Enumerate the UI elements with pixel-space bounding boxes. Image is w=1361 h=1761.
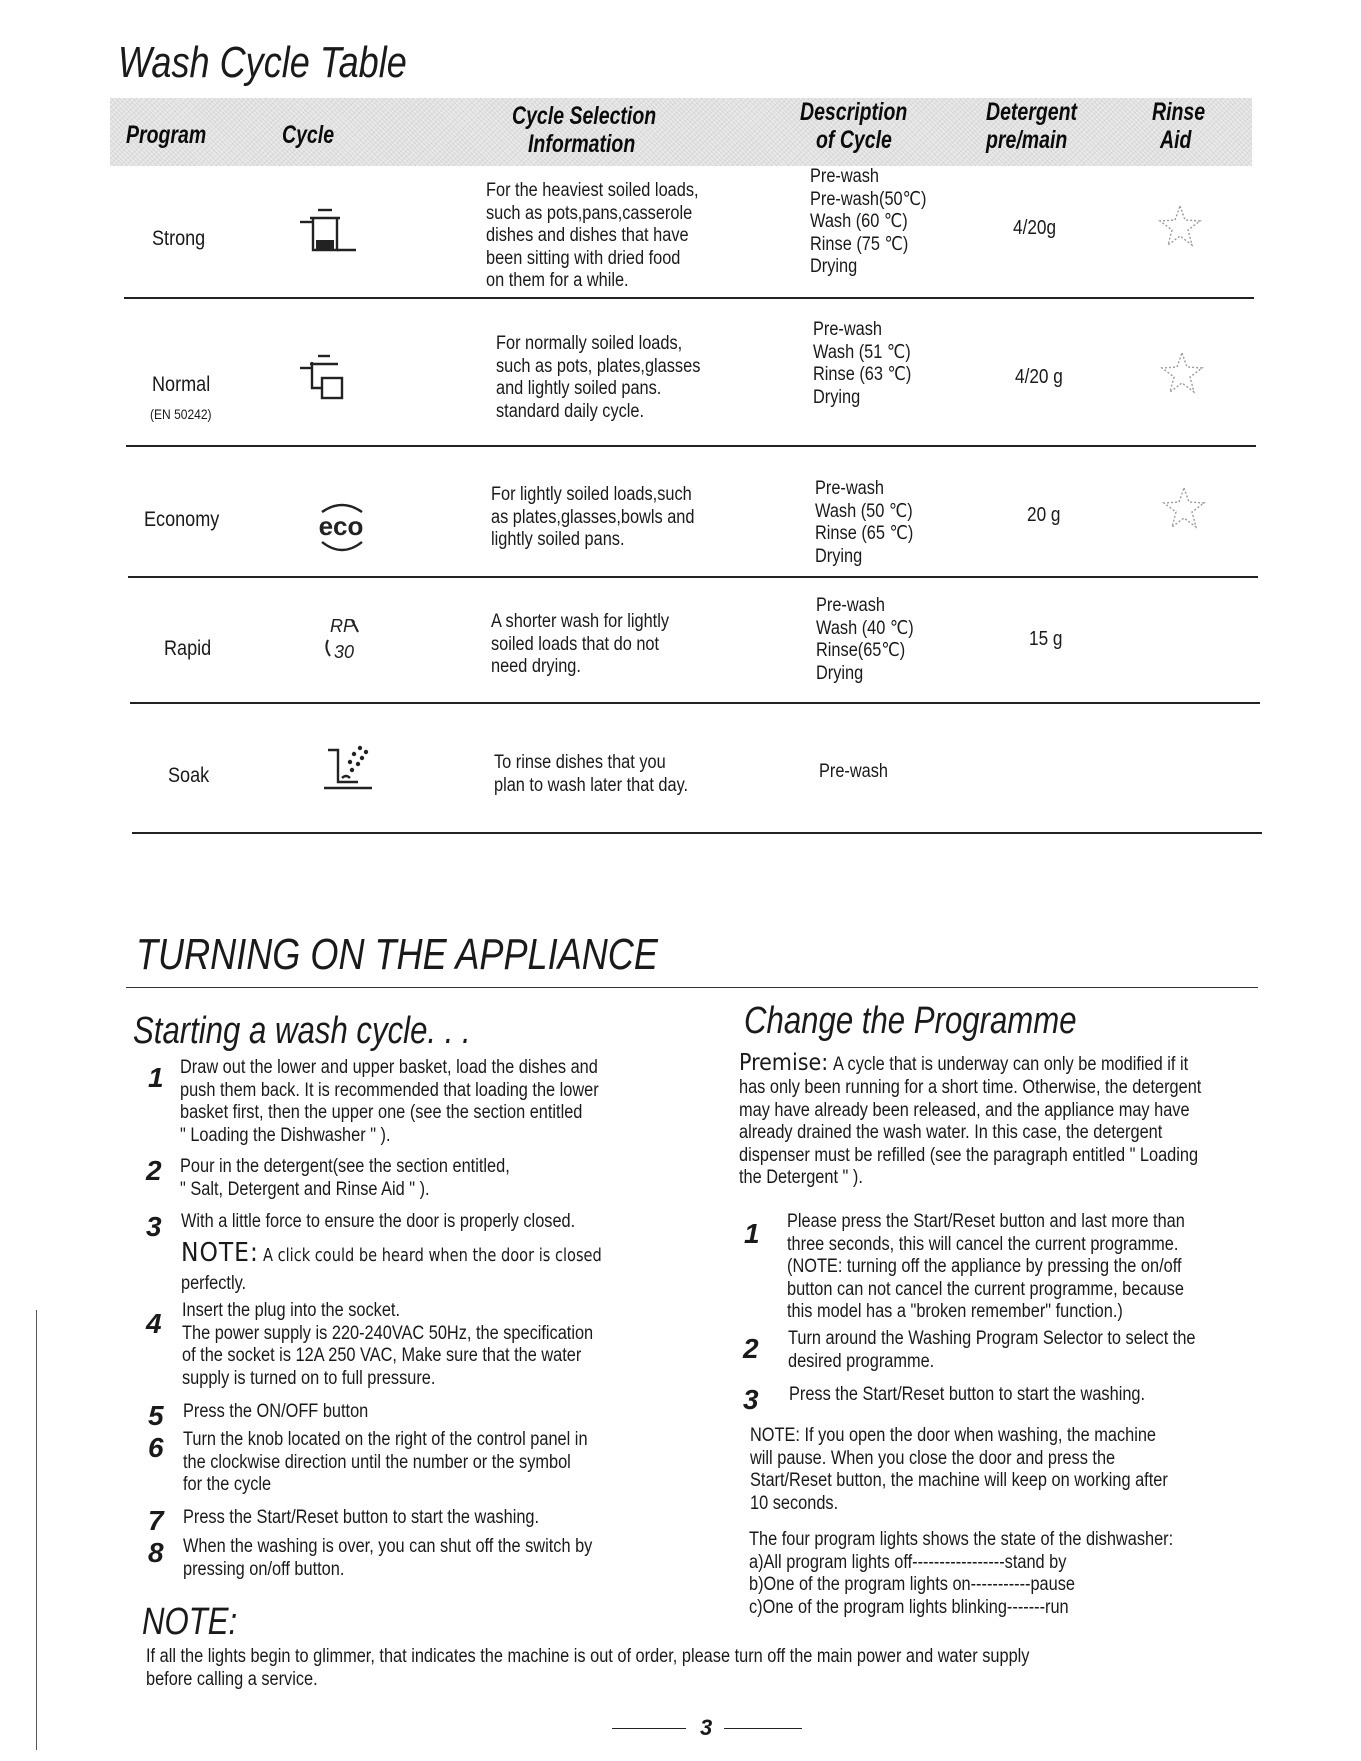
row-normal-standard: (EN 50242) [150,406,212,422]
step-number: 3 [146,1211,162,1242]
right-step-1: Please press the Start/Reset button and last more than three seconds, this will cancel the current programme. (NOTE: turning off the appliance by pressing the on/off button can not cancel the current programme, because this model has a "broken remember" function.) [787,1211,1185,1322]
soak-icon [324,744,384,794]
step-number: 6 [148,1432,164,1463]
rapid-icon [322,612,378,668]
row-divider [124,297,1254,299]
header-description-2: of Cycle [816,126,892,154]
row-rapid-detergent: 15 g [1029,628,1063,650]
left-step-3: With a little force to ensure the door is properly closed. [181,1211,576,1232]
header-cycle: Cycle [282,121,335,149]
premise-first-line: A cycle that is underway can only be modified if it [832,1054,1188,1075]
footer-rule-left [612,1728,686,1729]
step-number: 4 [146,1308,162,1339]
header-program: Program [126,121,207,149]
left-step-2: Pour in the detergent(see the section entitled, " Salt, Detergent and Rinse Aid " ). [180,1156,510,1200]
row-strong-program: Strong [152,227,206,250]
header-rinse-1: Rinse [1152,98,1206,126]
step-number: 3 [743,1384,759,1415]
header-description-1: Description [800,98,908,126]
row-economy-program: Economy [144,508,220,531]
star-icon [1162,353,1202,393]
step-number: 1 [148,1062,164,1093]
header-cycle-info-1: Cycle Selection [512,102,657,130]
step-number: 2 [146,1155,162,1186]
row-normal-detergent: 4/20 g [1015,366,1063,388]
note-heading: NOTE: [142,1601,238,1643]
rapid-icon-label-1: RP [330,616,356,636]
left-step-8: When the washing is over, you can shut off the switch by pressing on/off button. [183,1536,593,1580]
left-heading: Starting a wash cycle. . . [133,1010,471,1052]
left-step-3-note [181,1238,640,1268]
header-rinse-2: Aid [1160,126,1192,154]
premise-label: Premise: [739,1050,829,1076]
left-step-1: Draw out the lower and upper basket, load the dishes and push them back. It is recommended that loading the lower basket first, then the upper one (see the section entitled " Loading the Dishwasher " ). [180,1057,599,1146]
row-strong-detergent: 4/20g [1013,217,1057,239]
row-divider [130,702,1260,704]
note-body: If all the lights begin to glimmer, that indicates the machine is out of order, please turn off the main power and water supply before calling a service. [146,1646,1030,1690]
left-step-5: Press the ON/OFF button [183,1401,369,1422]
rapid-icon-label-2: 30 [334,642,355,662]
star-icon [1160,206,1200,246]
premise-line [739,1050,1246,1076]
row-normal-program: Normal [152,373,211,396]
row-soak-description: Pre-wash [819,761,889,782]
section-title: TURNING ON THE APPLIANCE [136,930,658,979]
left-step-6: Turn the knob located on the right of the control panel in the clockwise direction until the number or the symbol for the cycle [183,1429,588,1495]
step-number: 8 [148,1537,164,1568]
eco-icon [316,500,376,556]
footer-rule-right [724,1728,802,1729]
left-step-4: Insert the plug into the socket. The power supply is 220-240VAC 50Hz, the specification of the socket is 12A 250 VAC, Make sure that the water supply is turned on to full pressure. [182,1300,594,1389]
program-lights-info: The four program lights shows the state of the dishwasher: a)All program lights off-----------------stand by b)One of the program lights on-----------pause c)One of the program lights blinking-------run [749,1529,1174,1618]
header-cycle-info-2: Information [528,130,636,158]
premise-text: has only been running for a short time. Otherwise, the detergent may have already been released, and the appliance may have already drained the wash water. In this case, the detergent dispenser must be refilled (see the paragraph entitled " Loading the Detergent " ). [739,1077,1202,1188]
row-divider [132,832,1262,834]
section-underline [126,987,1258,988]
header-detergent-1: Detergent [986,98,1078,126]
note-label: NOTE: [181,1238,259,1268]
eco-icon-label: eco [318,511,364,541]
row-strong-description: Pre-wash Pre-wash(50℃) Wash (60 ℃) Rinse (75 ℃) Drying [810,166,927,277]
pot-outline-icon [300,352,380,412]
pot-icon [300,206,380,270]
row-rapid-program: Rapid [164,637,212,660]
right-heading: Change the Programme [744,1000,1077,1042]
row-economy-detergent: 20 g [1027,504,1061,526]
page-number: 3 [700,1715,713,1740]
right-step-3: Press the Start/Reset button to start the washing. [789,1384,1146,1405]
right-step-2: Turn around the Washing Program Selector to select the desired programme. [788,1328,1196,1372]
page-title: Wash Cycle Table [118,38,407,87]
row-soak-program: Soak [168,764,210,787]
left-step-3-note-cont: perfectly. [181,1273,247,1294]
row-economy-info: For lightly soiled loads,such as plates,glasses,bowls and lightly soiled pans. [491,484,695,550]
row-divider [126,445,1256,447]
row-normal-info: For normally soiled loads, such as pots, plates,glasses and lightly soiled pans. standard daily cycle. [496,333,701,422]
note-text: A click could be heard when the door is closed [263,1245,603,1266]
row-rapid-description: Pre-wash Wash (40 ℃) Rinse(65℃) Drying [816,595,914,684]
step-number: 7 [148,1505,164,1536]
step-number: 5 [148,1400,164,1431]
row-rapid-info: A shorter wash for lightly soiled loads that do not need drying. [491,611,670,677]
row-strong-info: For the heaviest soiled loads, such as pots,pans,casserole dishes and dishes that have been sitting with dried food on them for a while. [486,180,699,291]
star-icon [1164,488,1204,528]
step-number: 1 [744,1218,760,1249]
left-step-7: Press the Start/Reset button to start the washing. [183,1507,540,1528]
row-economy-description: Pre-wash Wash (50 ℃) Rinse (65 ℃) Drying [815,478,914,567]
step-number: 2 [743,1333,759,1364]
row-divider [128,576,1258,578]
right-note: NOTE: If you open the door when washing, the machine will pause. When you close the door and press the Start/Reset button, the machine will keep on working after 10 seconds. [750,1425,1168,1514]
row-normal-description: Pre-wash Wash (51 ℃) Rinse (63 ℃) Drying [813,319,912,408]
scan-edge-line [36,1310,37,1750]
row-soak-info: To rinse dishes that you plan to wash later that day. [494,752,689,796]
header-detergent-2: pre/main [986,126,1068,154]
